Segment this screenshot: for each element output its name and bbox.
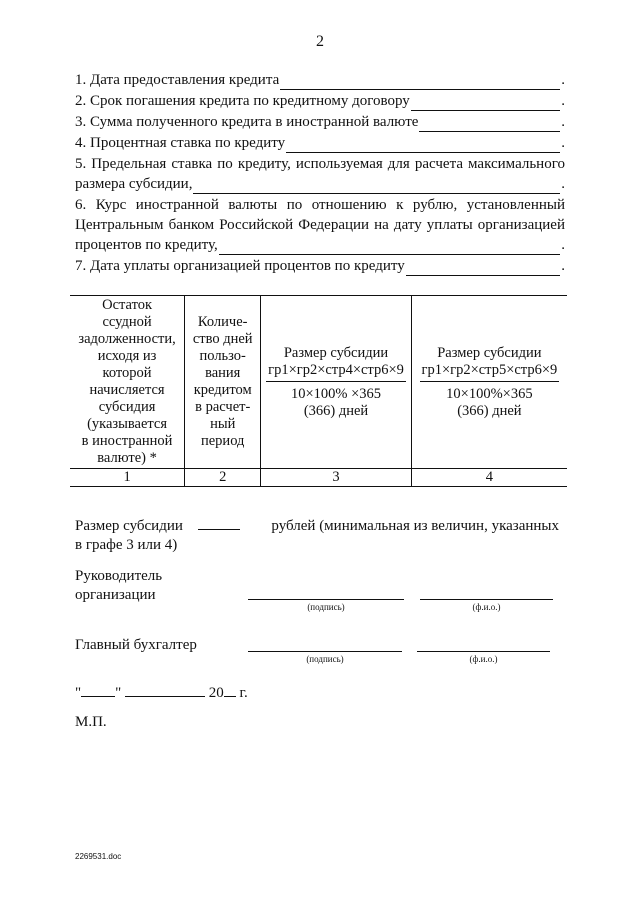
item-6: 6. Курс иностранной валюты по отношению к рублю, установленный Центральным банком Российской Федерации на дату уплаты организацией процентов по кредиту, .	[75, 197, 565, 253]
item-4-label: 4. Процентная ставка по кредиту	[75, 135, 286, 151]
col-1-header-line: исходя из	[97, 348, 157, 364]
item-1-label: 1. Дата предоставления кредита	[75, 72, 280, 88]
item-1: 1. Дата предоставления кредита .	[75, 72, 565, 88]
col-2-header-line: ство дней	[192, 331, 253, 347]
col-3-title: Размер субсидии	[283, 344, 389, 361]
col-2-header-line: ный	[210, 416, 236, 432]
item-6-line-2: Центральным банком Российской Федерации на дату уплаты организацией	[75, 217, 565, 233]
col-1-header-line: которой	[102, 365, 152, 381]
head-signature-label: Руководитель организации	[75, 568, 163, 603]
col-2-header-line: кредитом	[193, 382, 252, 398]
col-4-denominator-2: (366) дней	[457, 402, 522, 419]
col-1-header	[70, 296, 185, 469]
subsidy-text: рублей (минимальная из величин, указанных	[271, 518, 559, 534]
head-signature-line	[248, 598, 404, 600]
table-header-row	[70, 296, 567, 469]
head-sign-caption: (подпись)	[307, 602, 345, 612]
col-4-numerator: гр1×гр2×стр5×стр6×9	[420, 362, 560, 382]
col-2-header-line: вания	[205, 365, 241, 381]
col-3-formula	[266, 362, 406, 420]
accountant-label: Главный бухгалтер	[75, 637, 197, 653]
col-4-formula	[420, 362, 560, 420]
col-1-header-line: (указывается	[87, 416, 168, 432]
item-3: 3. Сумма полученного кредита в иностранной валюте .	[75, 114, 565, 130]
item-3-blank	[419, 117, 560, 132]
item-7-label: 7. Дата уплаты организацией процентов по кредиту	[75, 258, 405, 274]
subsidy-table	[70, 295, 567, 487]
head-name-caption: (ф.и.о.)	[472, 602, 501, 612]
col-3-header	[261, 296, 412, 469]
col-2-header	[185, 296, 261, 469]
item-3-label: 3. Сумма полученного кредита в иностранной валюте	[75, 114, 419, 130]
col-1-header-line: субсидия	[98, 399, 156, 415]
col-1-header-line: начисляется	[89, 382, 165, 398]
item-7-blank	[406, 261, 561, 276]
item-2-blank	[411, 96, 560, 111]
col-2-header-line: в расчет-	[195, 399, 251, 415]
accountant-name-line	[417, 650, 550, 652]
col-number: 1	[70, 469, 185, 487]
item-2: 2. Срок погашения кредита по кредитному договору .	[75, 93, 565, 109]
subsidy-text-2: в графе 3 или 4)	[75, 537, 178, 553]
item-4: 4. Процентная ставка по кредиту .	[75, 135, 565, 151]
col-1-header-line: валюте) *	[97, 450, 157, 466]
item-5: 5. Предельная ставка по кредиту, используемая для расчета максимального размера субсидии, .	[75, 156, 565, 192]
page-number: 2	[316, 33, 324, 50]
stamp-place: М.П.	[75, 714, 107, 730]
subsidy-label: Размер субсидии	[75, 518, 183, 534]
head-name-line	[420, 598, 553, 600]
accountant-sign-caption: (подпись)	[306, 654, 344, 664]
col-1-header-line: ссудной	[102, 314, 152, 330]
item-2-label: 2. Срок погашения кредита по кредитному договору	[75, 93, 410, 109]
accountant-name-caption: (ф.и.о.)	[469, 654, 498, 664]
col-1-header-line: в иностранной	[81, 433, 173, 449]
col-2-header-line: пользо-	[199, 348, 246, 364]
col-3-numerator: гр1×гр2×стр4×стр6×9	[266, 362, 406, 382]
date-line: " " 20 г.	[75, 685, 248, 701]
item-6-line-1: 6. Курс иностранной валюты по отношению к рублю, установленный	[75, 197, 565, 213]
item-1-blank	[280, 75, 560, 90]
subsidy-blank	[198, 517, 240, 530]
item-6-blank	[219, 240, 561, 255]
table-number-row	[70, 469, 567, 487]
item-7: 7. Дата уплаты организацией процентов по кредиту .	[75, 258, 565, 274]
col-3-denominator-1: 10×100% ×365	[290, 385, 382, 402]
document-id: 2269531.doc	[75, 852, 122, 861]
date-month-blank	[125, 684, 205, 697]
col-4-denominator-1: 10×100%×365	[446, 385, 533, 402]
col-4-header	[411, 296, 567, 469]
col-number: 3	[261, 469, 412, 487]
col-1-header-line: Остаток	[102, 297, 153, 313]
date-year-blank	[224, 684, 236, 697]
col-number: 2	[185, 469, 261, 487]
col-4-title: Размер субсидии	[437, 344, 542, 361]
item-6-line-3: процентов по кредиту,	[75, 237, 218, 253]
item-5-line-1: 5. Предельная ставка по кредиту, используемая для расчета максимального	[75, 156, 565, 172]
subsidy-amount	[75, 517, 559, 555]
item-4-blank	[286, 138, 560, 153]
col-2-header-line: период	[200, 433, 245, 449]
col-1-header-line: задолженности,	[78, 331, 176, 347]
col-number: 4	[411, 469, 567, 487]
col-3-denominator-2: (366) дней	[303, 402, 369, 419]
col-2-header-line: Количе-	[197, 314, 248, 330]
item-5-blank	[193, 179, 560, 194]
item-5-line-2: размера субсидии,	[75, 176, 193, 192]
accountant-signature-line	[248, 650, 402, 652]
form-items	[75, 70, 565, 277]
date-day-blank	[81, 684, 115, 697]
